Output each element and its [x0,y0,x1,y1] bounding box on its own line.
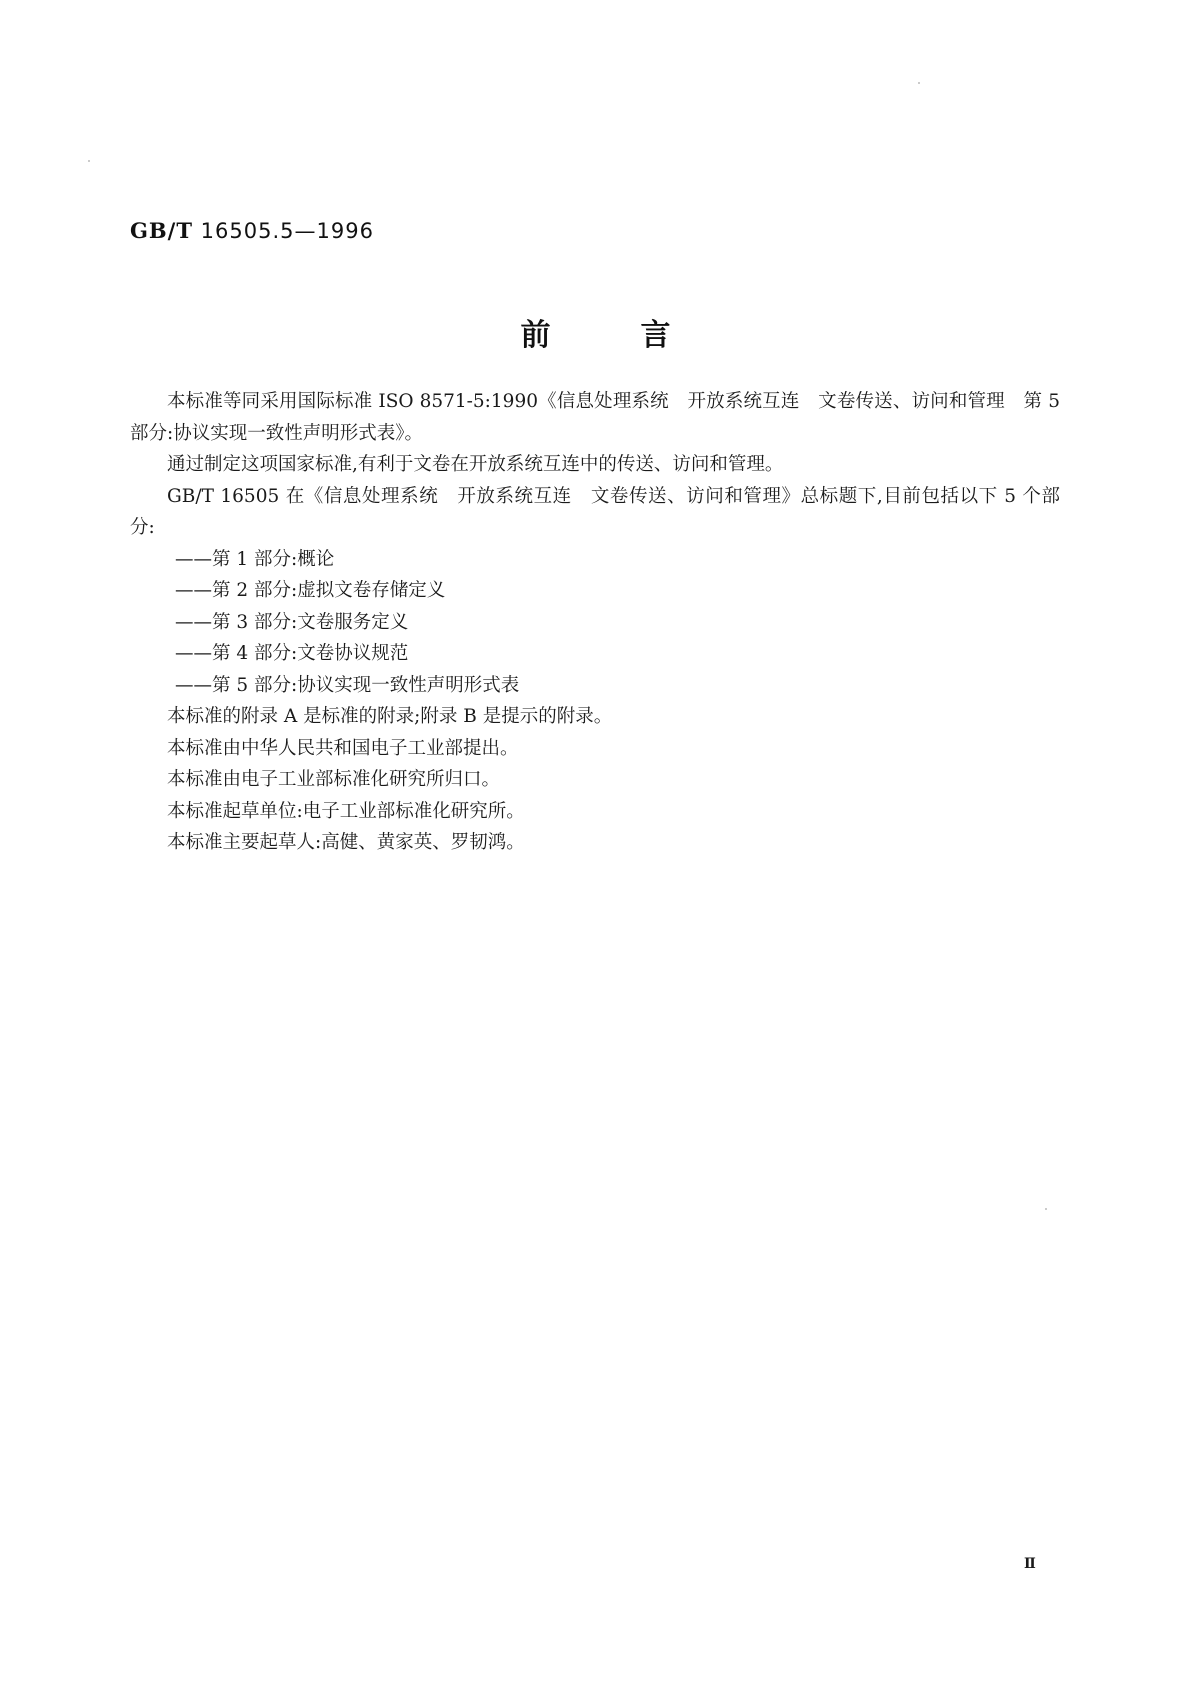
list-item-part-5: ——第 5 部分:协议实现一致性声明形式表 [175,674,520,696]
standard-code [130,218,374,243]
standard-prefix: GB/T [130,218,193,243]
list-item-part-1: ——第 1 部分:概论 [175,548,335,570]
standard-number: 16505.5—1996 [200,219,374,243]
paragraph-proposer: 本标准由中华人民共和国电子工业部提出。 [167,737,519,759]
scan-speck [1045,1208,1047,1210]
document-body [130,386,1060,859]
paragraph-drafters: 本标准主要起草人:高健、黄家英、罗韧鸿。 [167,832,525,853]
list-item-part-3: ——第 3 部分:文卷服务定义 [175,611,409,633]
paragraph-administrator: 本标准由电子工业部标准化研究所归口。 [167,769,501,790]
list-item-part-2: ——第 2 部分:虚拟文卷存储定义 [175,580,446,601]
paragraph-purpose: 通过制定这项国家标准,有利于文卷在开放系统互连中的传送、访问和管理。 [167,454,784,475]
paragraph-adoption: 本标准等同采用国际标准 ISO 8571-5:1990《信息处理系统 开放系统互连 文卷传送、访问和管理 第 5 部分:协议实现一致性声明形式表》。 [130,391,1060,444]
paragraph-drafting-unit: 本标准起草单位:电子工业部标准化研究所。 [167,800,525,822]
paragraph-annexes: 本标准的附录 A 是标准的附录;附录 B 是提示的附录。 [167,706,613,727]
list-item-part-4: ——第 4 部分:文卷协议规范 [175,643,409,664]
paragraph-series: GB/T 16505 在《信息处理系统 开放系统互连 文卷传送、访问和管理》总标题下,目前包括以下 5 个部分: [130,485,1060,538]
scan-speck [918,82,920,84]
page-number: Ⅱ [1024,1556,1036,1572]
scan-speck [88,160,90,162]
page-title: 前言 [520,318,761,353]
